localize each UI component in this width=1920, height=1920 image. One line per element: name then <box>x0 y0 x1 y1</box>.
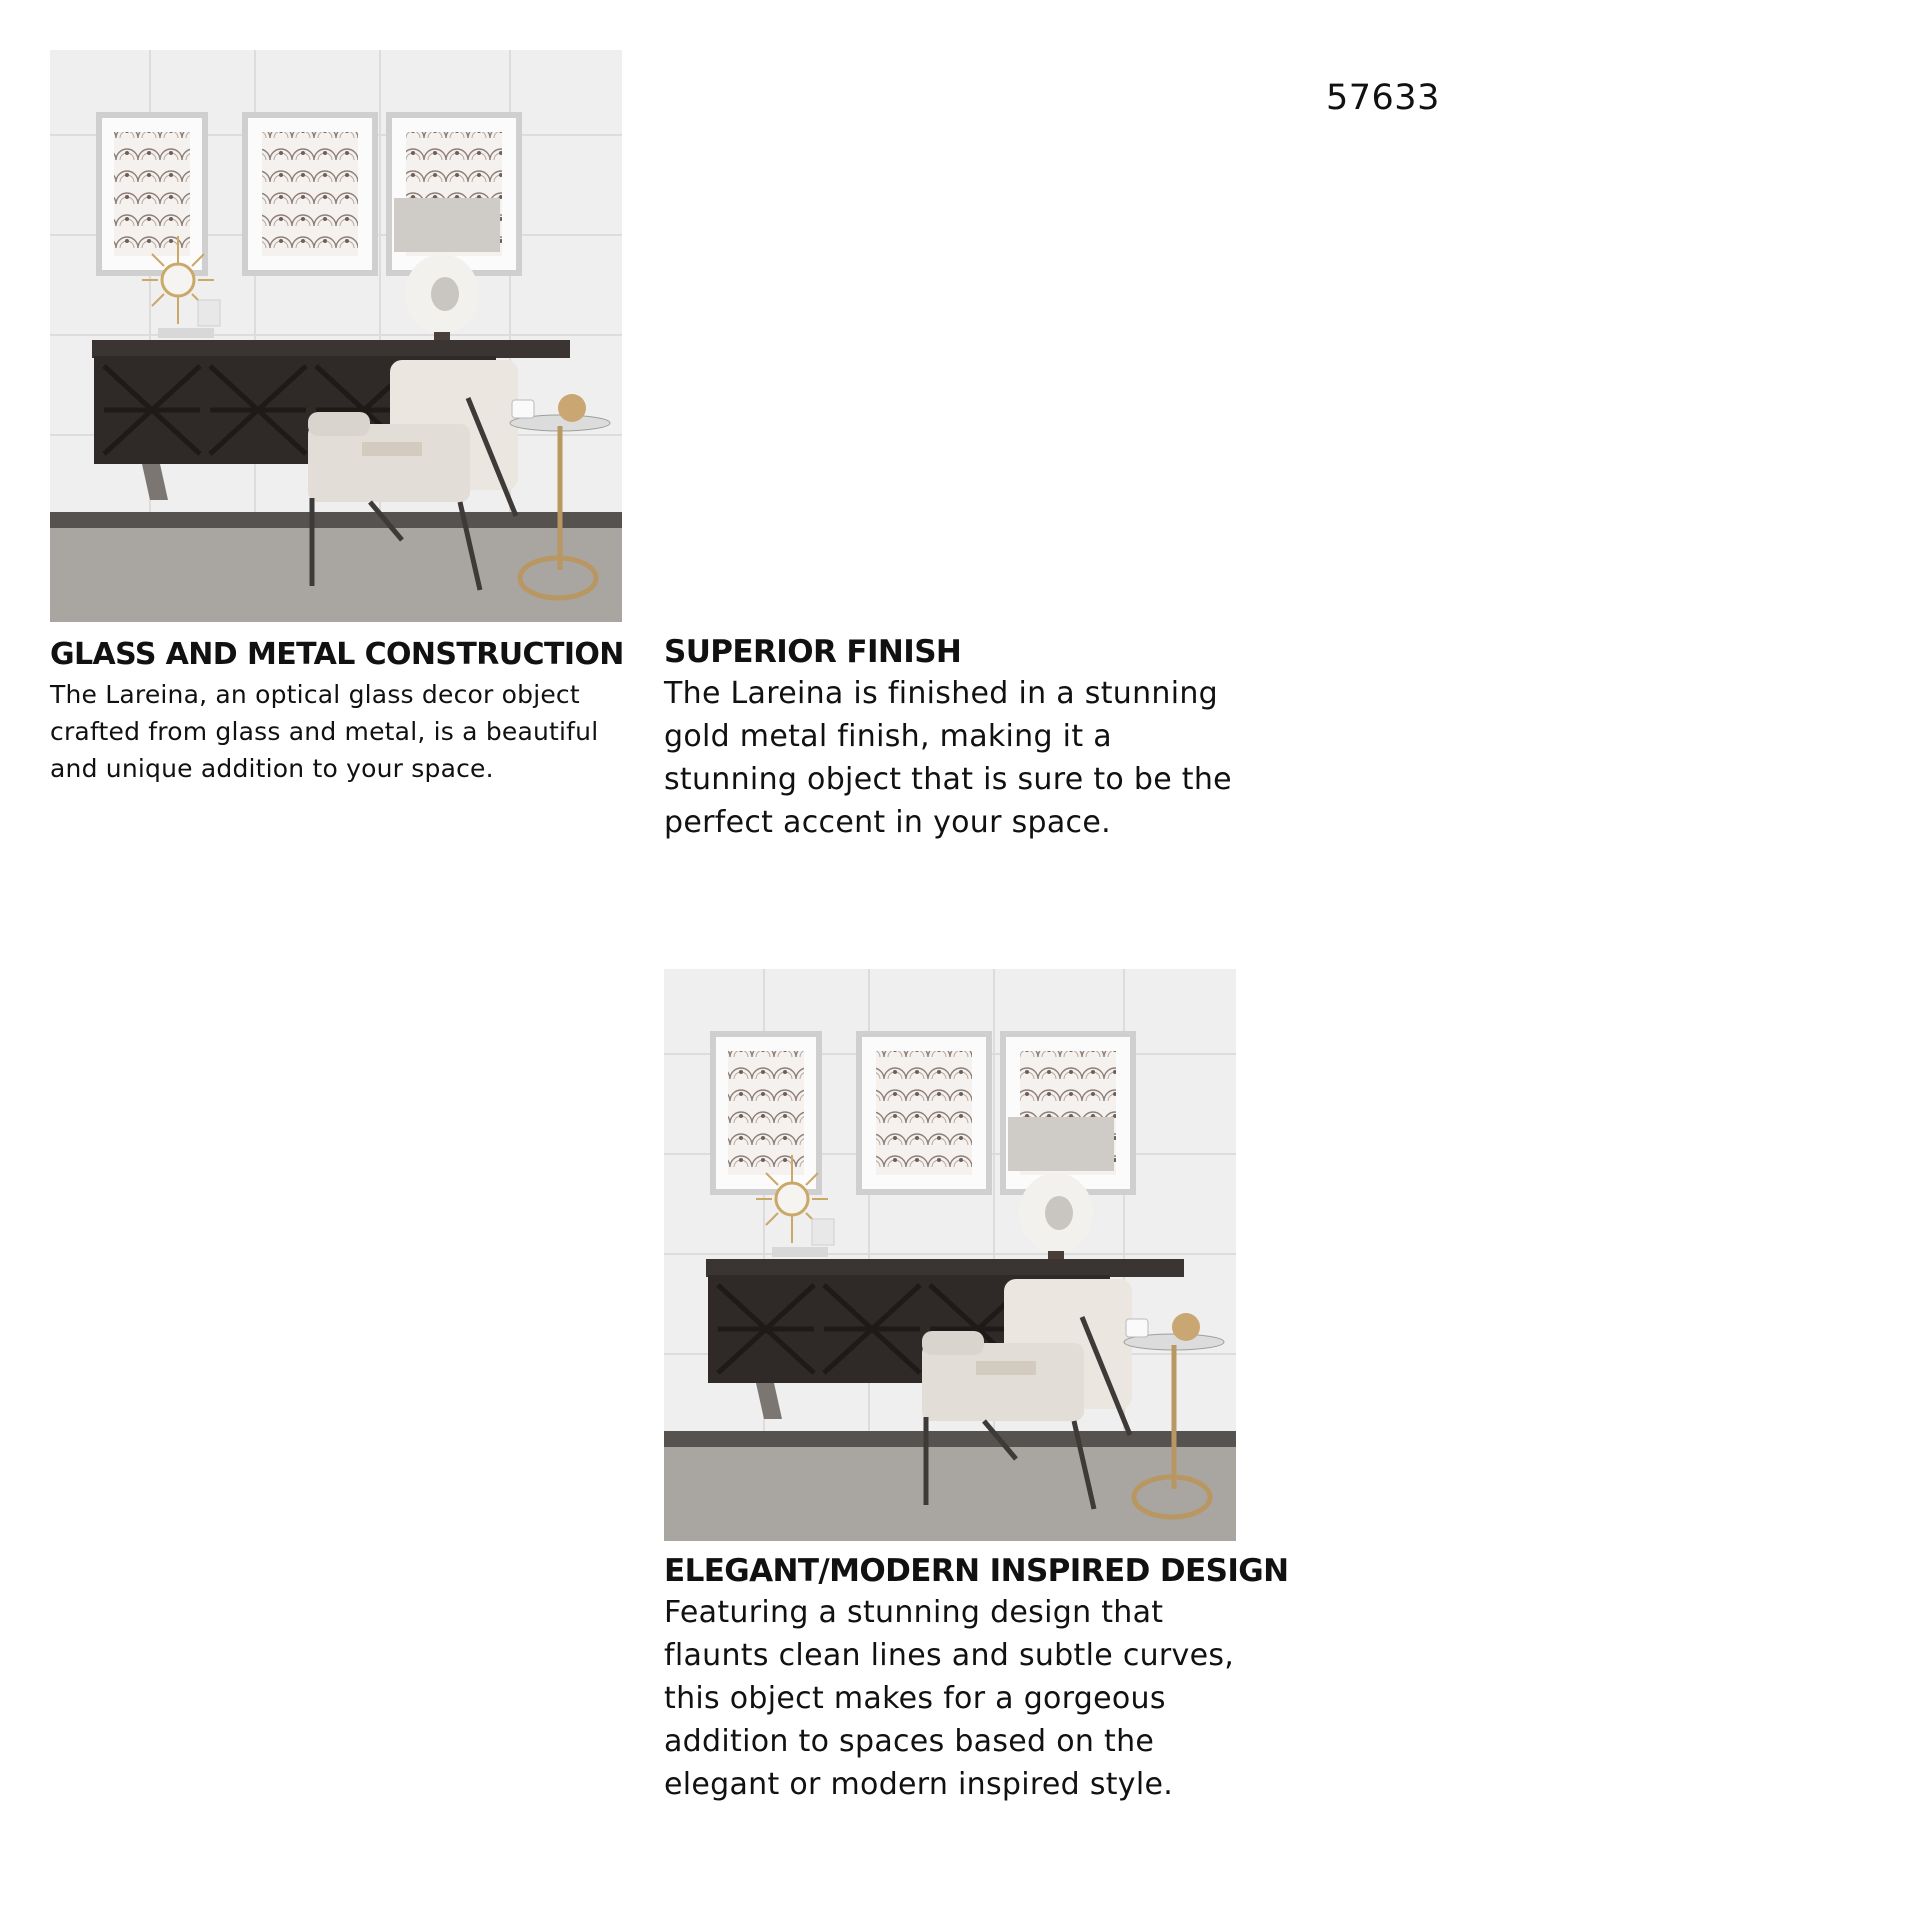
feature-block-design <box>664 1553 1289 1806</box>
feature-description: The Lareina, an optical glass decor object crafted from glass and metal, is a beautiful and unique addition to your space. <box>50 680 599 783</box>
product-sku: 57633 <box>1326 78 1440 118</box>
feature-title: GLASS AND METAL CONSTRUCTION <box>50 637 624 672</box>
room-scene-illustration <box>664 969 1236 1541</box>
feature-description: Featuring a stunning design that flaunts clean lines and subtle curves, this object makes for a gorgeous addition to spaces based on the elegant or modern inspired style. <box>664 1595 1235 1802</box>
room-scene-illustration <box>50 50 622 622</box>
product-lifestyle-photo <box>664 969 1236 1541</box>
feature-title: ELEGANT/MODERN INSPIRED DESIGN <box>664 1553 1289 1589</box>
product-lifestyle-photo <box>50 50 622 622</box>
feature-block-construction <box>50 637 624 787</box>
feature-block-finish <box>664 634 1234 844</box>
feature-title: SUPERIOR FINISH <box>664 634 962 670</box>
feature-description: The Lareina is finished in a stunning gold metal finish, making it a stunning object that is sure to be the perfect accent in your space. <box>664 676 1232 840</box>
